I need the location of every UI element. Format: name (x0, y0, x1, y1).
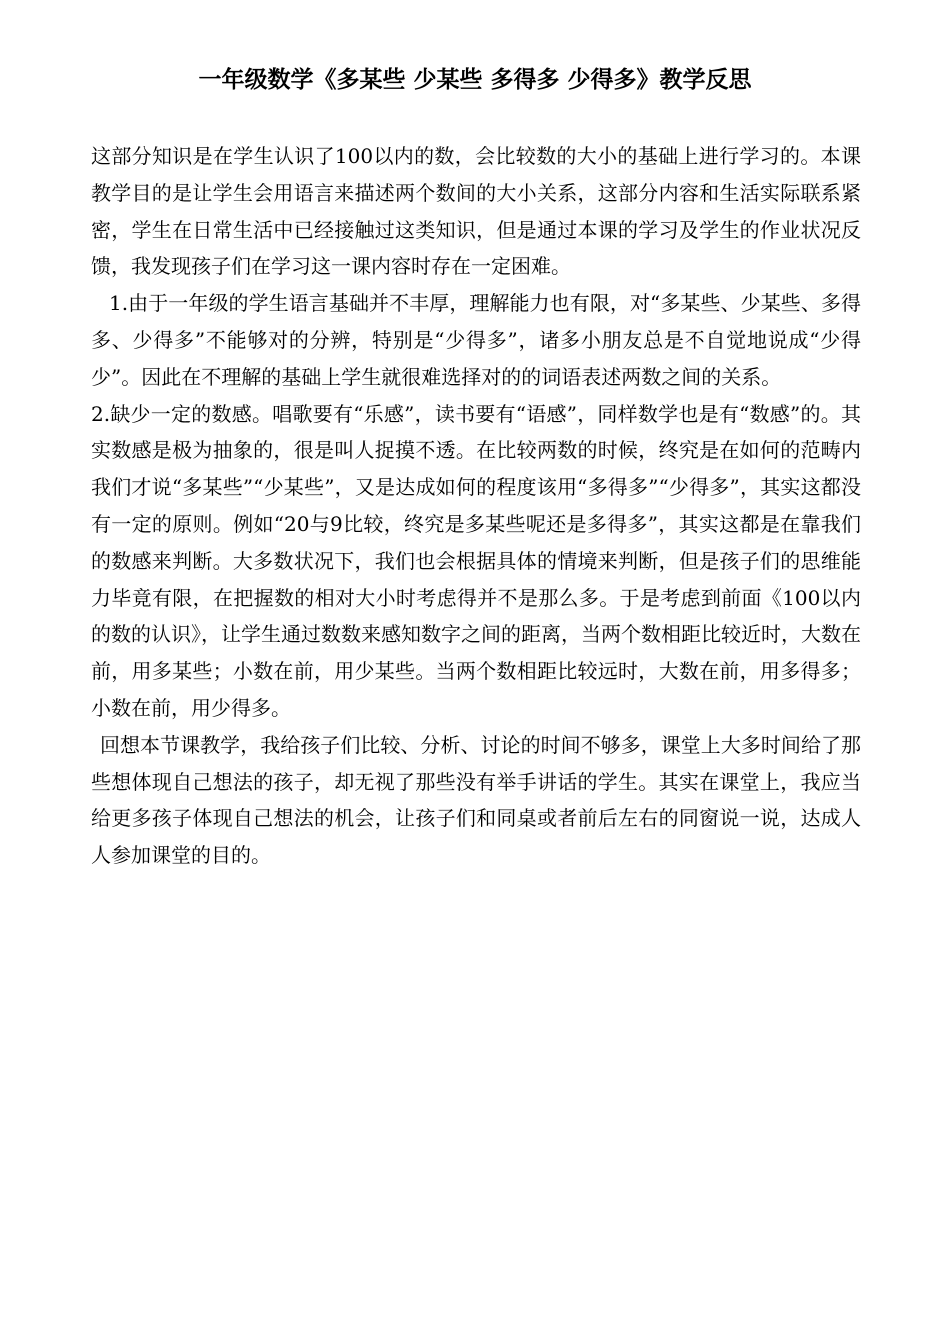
paragraph-point-1: 1.由于一年级的学生语言基础并不丰厚，理解能力也有限，对“多某些、少某些、多得多、少得多”不能够对的分辨，特别是“少得多”，诸多小朋友总是不自觉地说成“少得少”。因此在不理解的基础上学生就很难选择对的的词语表述两数之间的关系。 (91, 291, 861, 389)
paragraph-intro: 这部分知识是在学生认识了100以内的数，会比较数的大小的基础上进行学习的。本课教学目的是让学生会用语言来描述两个数间的大小关系，这部分内容和生活实际联系紧密，学生在日常生活中已经接触过这类知识，但是通过本课的学习及学生的作业状况反馈，我发现孩子们在学习这一课内容时存在一定困难。 (91, 144, 861, 279)
paragraph-point-2: 2.缺少一定的数感。唱歌要有“乐感”，读书要有“语感”，同样数学也是有“数感”的。其实数感是极为抽象的，很是叫人捉摸不透。在比较两数的时候，终究是在如何的范畴内我们才说“多某些”“少某些”，又是达成如何的程度该用“多得多”“少得多”，其实这都没有一定的原则。例如“20与9比较，终究是多某些呢还是多得多”，其实这都是在靠我们的数感来判断。大多数状况下，我们也会根据具体的情境来判断，但是孩子们的思维能力毕竟有限，在把握数的相对大小时考虑得并不是那么多。于是考虑到前面《100以内的数的认识》，让学生通过数数来感知数字之间的距离，当两个数相距比较近时，大数在前，用多某些；小数在前，用少某些。当两个数相距比较远时，大数在前，用多得多；小数在前，用少得多。 (91, 401, 861, 720)
paragraph-reflection: 回想本节课教学，我给孩子们比较、分析、讨论的时间不够多，课堂上大多时间给了那些想体现自己想法的孩子，却无视了那些没有举手讲话的学生。其实在课堂上，我应当给更多孩子体现自己想法的机会，让孩子们和同桌或者前后左右的同窗说一说，达成人人参加课堂的目的。 (91, 732, 861, 868)
document-title: 一年级数学《多某些 少某些 多得多 少得多》教学反思 (198, 67, 752, 93)
document-body (91, 138, 861, 874)
